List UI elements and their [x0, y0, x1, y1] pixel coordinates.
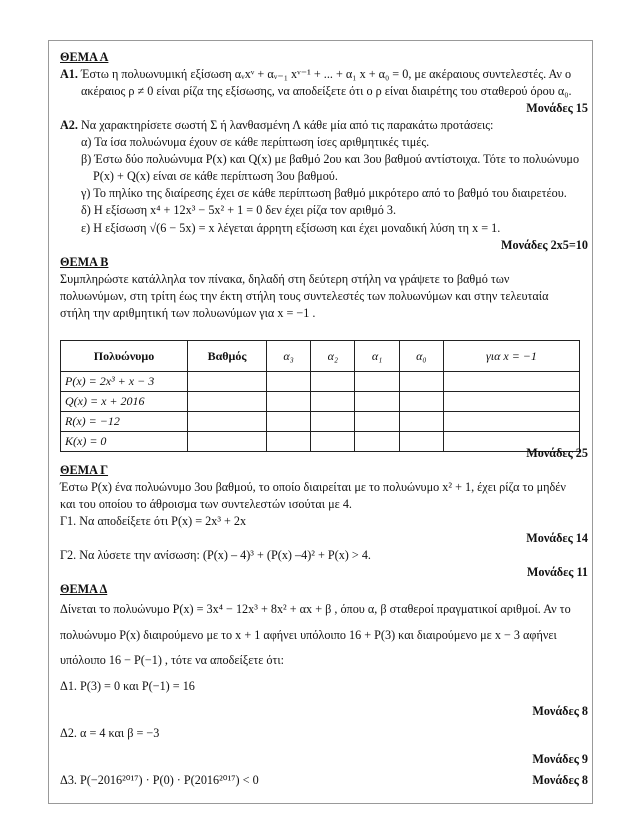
row-r: R(x) = −12 [61, 412, 188, 432]
empty-cell[interactable] [355, 372, 399, 392]
header-a1: α₁ [355, 341, 399, 372]
g2-points: Μονάδες 11 [526, 565, 588, 579]
g1-text: Γ1. Να αποδείξετε ότι P(x) = 2x³ + 2x [60, 514, 247, 528]
empty-cell[interactable] [188, 372, 267, 392]
d2-text: Δ2. α = 4 και β = −3 [60, 726, 160, 740]
a2-points: Μονάδες 2x5=10 [501, 238, 588, 252]
a2-item-b-line-1: β) Έστω δύο πολυώνυμα P(x) και Q(x) με βαθμό 2ου και 3ου βαθμού αντίστοιχα. Τότε το πολυώνυμο [81, 152, 580, 166]
row-k: K(x) = 0 [61, 432, 188, 452]
header-degree: Βαθμός [188, 341, 267, 372]
a2-number: Α2. [60, 118, 78, 132]
header-a0: α₀ [399, 341, 443, 372]
row-p: P(x) = 2x³ + x − 3 [61, 372, 188, 392]
table-row [61, 392, 580, 412]
a2-item-c: γ) Το πηλίκο της διαίρεσης έχει σε κάθε περίπτωση βαθμό μικρότερο από το βαθμό του διαιρετέου. [81, 186, 567, 200]
theme-b-points: Μονάδες 25 [526, 446, 588, 460]
theme-b-line-2: πολυωνύμων, στη τρίτη έως την έκτη στήλη τους συντελεστές των πολυωνύμων και στην τελευταία [60, 289, 549, 303]
theme-b-title: ΘΕΜΑ Β [60, 255, 109, 269]
table-row [61, 432, 580, 452]
empty-cell[interactable] [188, 432, 267, 452]
g2-text: Γ2. Να λύσετε την ανίσωση: (P(x) – 4)³ + (P(x) –4)² + P(x) > 4. [60, 548, 371, 562]
empty-cell[interactable] [267, 372, 311, 392]
a2-item-b-line-2: P(x) + Q(x) είναι σε κάθε περίπτωση 3ου βαθμού. [93, 169, 338, 183]
d3-points: Μονάδες 8 [532, 773, 588, 787]
empty-cell[interactable] [188, 392, 267, 412]
empty-cell[interactable] [399, 412, 443, 432]
empty-cell[interactable] [311, 412, 355, 432]
empty-cell[interactable] [443, 392, 579, 412]
header-a2: α₂ [311, 341, 355, 372]
header-polynomial: Πολυώνυμο [61, 341, 188, 372]
header-a3: α₃ [267, 341, 311, 372]
empty-cell[interactable] [443, 372, 579, 392]
empty-cell[interactable] [267, 412, 311, 432]
theme-c-line-2: και του οποίου το άθροισμα των συντελεστών ισούται με 4. [60, 497, 352, 511]
theme-d-line-3: υπόλοιπο 16 − P(−1) , τότε να αποδείξετε ότι: [60, 653, 285, 667]
a1-points: Μονάδες 15 [526, 101, 588, 115]
empty-cell[interactable] [355, 432, 399, 452]
theme-d-line-2: πολυώνυμο P(x) διαιρούμενο με το x + 1 αφήνει υπόλοιπο 16 + P(3) και διαιρούμενο με x − 3 αφήνει [60, 628, 557, 642]
table-row [61, 412, 580, 432]
d1-text: Δ1. P(3) = 0 και P(−1) = 16 [60, 679, 195, 693]
theme-c-line-1: Έστω P(x) ένα πολυώνυμο 3ου βαθμού, το οποίο διαιρείται με το πολυώνυμο x² + 1, έχει ρίζα το μηδέν [60, 480, 566, 494]
d1-points: Μονάδες 8 [532, 704, 588, 718]
empty-cell[interactable] [311, 372, 355, 392]
d2-points: Μονάδες 9 [532, 752, 588, 766]
a2-item-d: δ) Η εξίσωση x⁴ + 12x³ − 5x² + 1 = 0 δεν έχει ρίζα τον αριθμό 3. [81, 203, 397, 217]
a2-item-a: α) Τα ίσα πολυώνυμα έχουν σε κάθε περίπτωση ίσες αριθμητικές τιμές. [81, 135, 430, 149]
table-row [61, 372, 580, 392]
a2-item-e: ε) Η εξίσωση √(6 − 5x) = x λέγεται άρρητη εξίσωση και έχει μοναδική λύση τη x = 1. [81, 221, 501, 235]
polynomial-table [60, 340, 580, 452]
empty-cell[interactable] [355, 412, 399, 432]
empty-cell[interactable] [443, 412, 579, 432]
theme-b-line-1: Συμπληρώστε κατάλληλα τον πίνακα, δηλαδή στη δεύτερη στήλη να γράψετε το βαθμό των [60, 272, 510, 286]
empty-cell[interactable] [267, 392, 311, 412]
a1-number: Α1. [60, 67, 78, 81]
header-value-at-minus-one: για x = −1 [443, 341, 579, 372]
theme-c-title: ΘΕΜΑ Γ [60, 463, 109, 477]
a1-line-2: ακέραιος ρ ≠ 0 είναι ρίζα της εξίσωσης, να αποδείξετε ότι ο ρ είναι διαιρέτης του σταθερού όρου α₀. [81, 84, 572, 98]
empty-cell[interactable] [399, 372, 443, 392]
empty-cell[interactable] [267, 432, 311, 452]
a1-line-1: Έστω η πολυωνυμική εξίσωση αᵥxᵛ + αᵥ₋₁ xᵛ⁻¹ + ... + α₁ x + α₀ = 0, με ακέραιους συντελεστές. Αν ο [81, 67, 572, 81]
empty-cell[interactable] [311, 392, 355, 412]
g1-points: Μονάδες 14 [526, 531, 588, 545]
empty-cell[interactable] [399, 392, 443, 412]
a2-intro: Να χαρακτηρίσετε σωστή Σ ή λανθασμένη Λ κάθε μία από τις παρακάτω προτάσεις: [81, 118, 494, 132]
theme-b-line-3: στήλη την αριθμητική των πολυωνύμων για x = −1 . [60, 306, 316, 320]
empty-cell[interactable] [399, 432, 443, 452]
theme-d-title: ΘΕΜΑ Δ [60, 582, 108, 596]
empty-cell[interactable] [311, 432, 355, 452]
theme-a-title: ΘΕΜΑ Α [60, 50, 109, 64]
d3-text: Δ3. P(−2016²⁰¹⁷) · P(0) · P(2016²⁰¹⁷) < 0 [60, 773, 259, 787]
table-header-row [61, 341, 580, 372]
empty-cell[interactable] [188, 412, 267, 432]
empty-cell[interactable] [355, 392, 399, 412]
theme-d-line-1: Δίνεται το πολυώνυμο P(x) = 3x⁴ − 12x³ + 8x² + αx + β , όπου α, β σταθεροί πραγματικοί αριθμοί. Αν το [60, 602, 571, 616]
row-q: Q(x) = x + 2016 [61, 392, 188, 412]
